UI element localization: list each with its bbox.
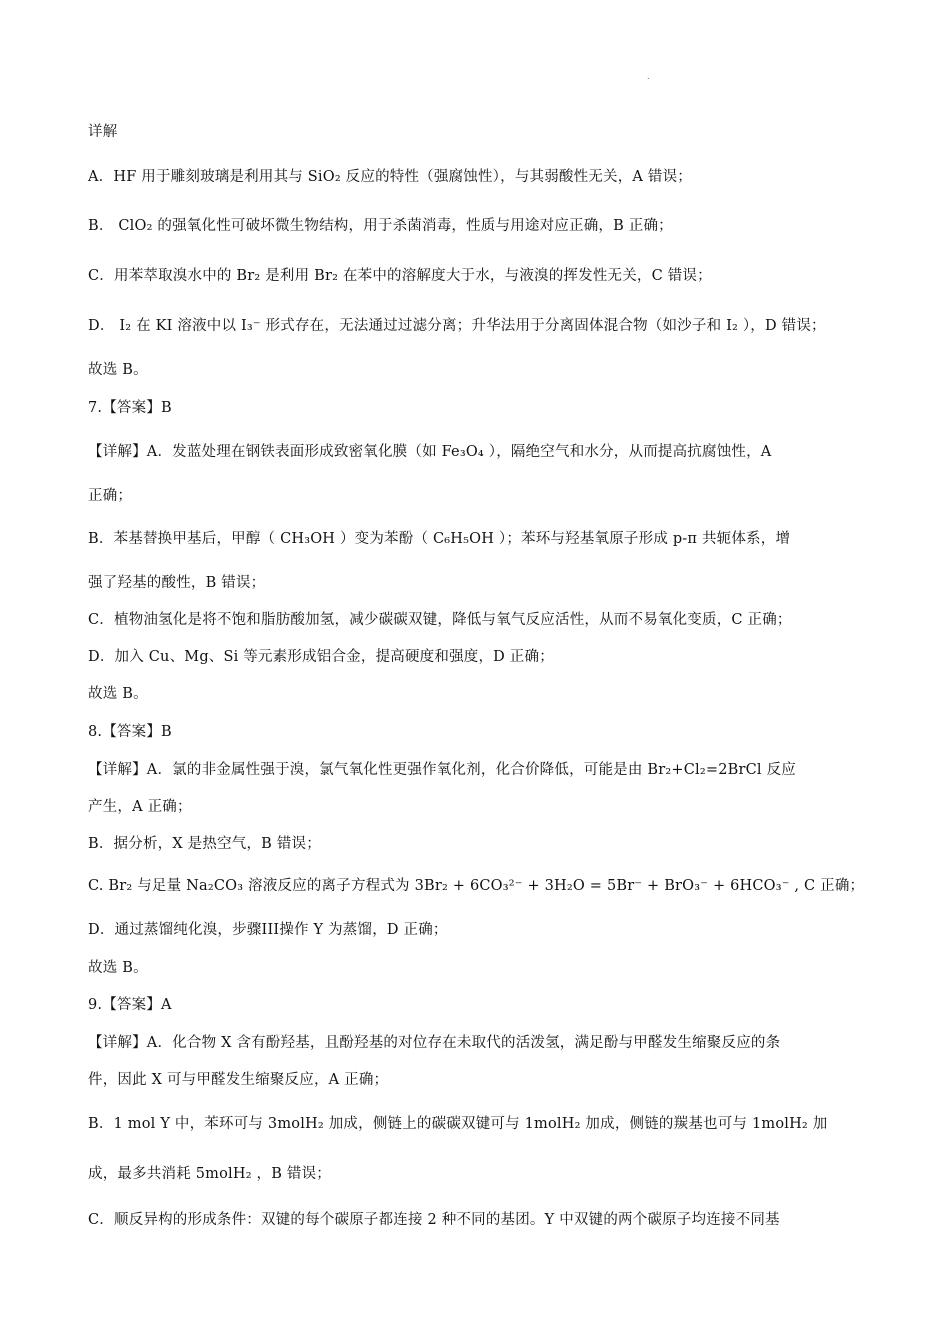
explanation-line: B．1 mol Y 中，苯环可与 3molH₂ 加成，侧链上的碳碳双键可与 1molH₂ 加成，侧链的羰基也可与 1molH₂ 加 (88, 1116, 828, 1132)
explanation-line: C．顺反异构的形成条件：双键的每个碳原子都连接 2 种不同的基团。Y 中双键的两个碳原子均连接不同基 (88, 1212, 780, 1228)
explanation-heading: 详解 (88, 124, 118, 140)
explanation-line: D．通过蒸馏纯化溴，步骤III操作 Y 为蒸馏，D 正确； (88, 922, 448, 938)
explanation-line: B．苯基替换甲基后，甲醇（ CH₃OH ）变为苯酚（ C₆H₅OH ）；苯环与羟基氧原子形成 p-π 共轭体系，增 (88, 531, 791, 547)
explanation-line: 正确； (88, 488, 133, 504)
explanation-line: 【详解】A．氯的非金属性强于溴，氯气氧化性更强作氧化剂，化合价降低，可能是由 Br₂+Cl₂=2BrCl 反应 (88, 762, 796, 778)
explanation-line: C. Br₂ 与足量 Na₂CO₃ 溶液反应的离子方程式为 3Br₂ + 6CO₃²⁻ + 3H₂O = 5Br⁻ + BrO₃⁻ + 6HCO₃⁻ , C 正确； (88, 878, 865, 894)
explanation-line: C．用苯萃取溴水中的 Br₂ 是利用 Br₂ 在苯中的溶解度大于水，与液溴的挥发性无关，C 错误； (88, 268, 712, 284)
explanation-line: D．加入 Cu、Mg、Si 等元素形成铝合金，提高硬度和强度，D 正确； (88, 649, 554, 665)
explanation-line: B．据分析，X 是热空气，B 错误； (88, 836, 321, 852)
answer-heading-9: 9.【答案】A (88, 997, 172, 1013)
answer-heading-8: 8.【答案】B (88, 724, 172, 740)
explanation-line: C．植物油氢化是将不饱和脂肪酸加氢，减少碳碳双键，降低与氧气反应活性，从而不易氧化变质，C 正确； (88, 612, 792, 628)
page-dot-mark: . (647, 72, 650, 81)
choice-line: 故选 B。 (88, 686, 148, 702)
choice-line: 故选 B。 (88, 362, 148, 378)
explanation-line: A．HF 用于雕刻玻璃是利用其与 SiO₂ 反应的特性（强腐蚀性），与其弱酸性无关，A 错误； (88, 169, 693, 185)
explanation-line: D． I₂ 在 KI 溶液中以 I₃⁻ 形式存在，无法通过过滤分离；升华法用于分离固体混合物（如沙子和 I₂ ），D 错误； (88, 318, 826, 334)
explanation-line: 【详解】A．发蓝处理在钢铁表面形成致密氧化膜（如 Fe₃O₄ ），隔绝空气和水分，从而提高抗腐蚀性，A (88, 444, 772, 460)
explanation-line: 成，最多共消耗 5molH₂ ，B 错误； (88, 1166, 331, 1182)
explanation-line: 件，因此 X 可与甲醛发生缩聚反应，A 正确； (88, 1072, 389, 1088)
explanation-line: 产生，A 正确； (88, 799, 192, 815)
explanation-line: 强了羟基的酸性，B 错误； (88, 575, 266, 591)
answer-heading-7: 7.【答案】B (88, 400, 172, 416)
choice-line: 故选 B。 (88, 960, 148, 976)
explanation-line: B． ClO₂ 的强氧化性可破坏微生物结构，用于杀菌消毒，性质与用途对应正确，B 正确； (88, 218, 673, 234)
explanation-line: 【详解】A．化合物 X 含有酚羟基，且酚羟基的对位存在未取代的活泼氢，满足酚与甲醛发生缩聚反应的条 (88, 1035, 781, 1051)
